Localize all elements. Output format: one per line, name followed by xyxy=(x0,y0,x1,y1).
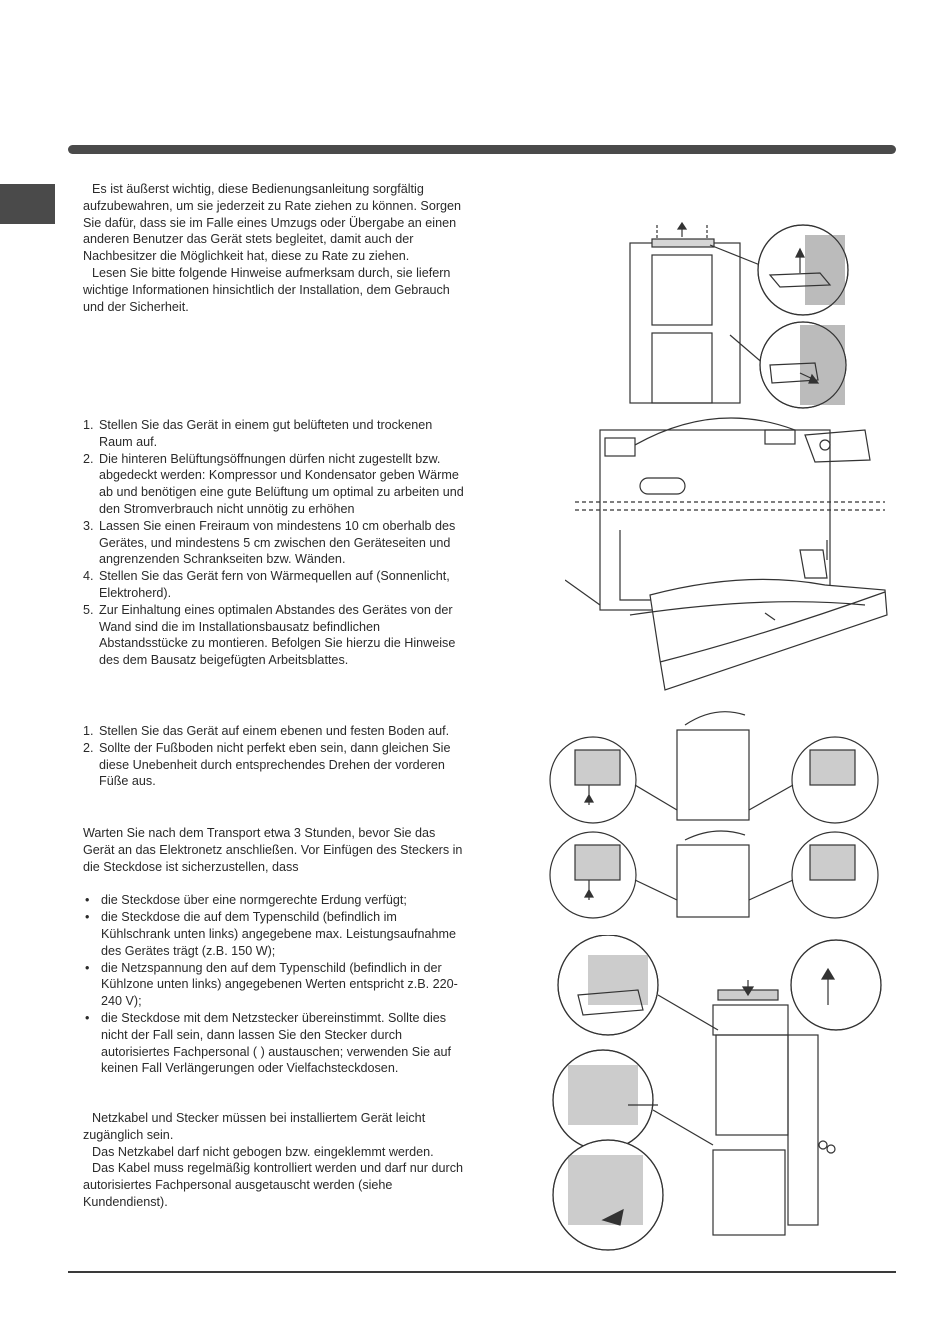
list-item: 4. Stellen Sie das Gerät fern von Wärmequellen auf (Sonnenlicht, Elektroherd). xyxy=(83,569,450,600)
electrical-intro: Warten Sie nach dem Transport etwa 3 Stunden, bevor Sie das Gerät an das Elektronetz anschließen. Vor Einfügen des Steckers in die Steckdose ist sicherzustellen, dass xyxy=(83,826,463,874)
cable-paragraph-3: Das Kabel muss regelmäßig kontrolliert werden und darf nur durch autorisiertes Fachpersonal ausgetauscht werden (siehe Kundendienst). xyxy=(83,1161,463,1209)
cable-paragraph-2: Das Netzkabel darf nicht gebogen bzw. eingeklemmt werden. xyxy=(92,1144,434,1159)
spacer-installation-illustration xyxy=(565,400,895,695)
list-item: • die Steckdose über eine normgerechte Erdung verfügt; xyxy=(83,892,468,909)
list-item: 1. Stellen Sie das Gerät in einem gut belüfteten und trockenen Raum auf. xyxy=(83,418,433,449)
leveling-section xyxy=(83,723,468,790)
figure-leveling xyxy=(545,700,885,930)
header-rule xyxy=(68,145,896,154)
intro-paragraph-1: Es ist äußerst wichtig, diese Bedienungsanleitung sorgfältig aufzubewahren, um sie jederzeit zu Rate ziehen zu können. Sorgen Sie dafür, dass sie im Falle eines Umzugs oder Übergabe an einen anderen Benutzer das Gerät stets begleitet, damit auch der Nachbesitzer die Möglichkeit hat, diese zu Rate zu ziehen. xyxy=(83,182,462,264)
list-item: 2. Sollte der Fußboden nicht perfekt eben sein, dann gleichen Sie diese Unebenheit durch entsprechendes Drehen der vorderen Füße aus. xyxy=(83,740,451,789)
list-item: • die Steckdose die auf dem Typenschild (befindlich im Kühlschrank unten links) angegebene max. Leistungsaufnahme des Gerätes trägt (z.B. 150 W); xyxy=(83,909,468,959)
list-item: 2. Die hinteren Belüftungsöffnungen dürfen nicht zugestellt bzw. abgedeckt werden: Kompressor und Kondensator geben Wärme ab und benötigen eine gute Belüftung um optimal zu arbeiten und den Stromverbrauch nicht unnötig zu erhöhen xyxy=(83,451,464,516)
cable-paragraph-1: Netzkabel und Stecker müssen bei installiertem Gerät leicht zugänglich sein. xyxy=(83,1111,426,1142)
language-tab xyxy=(0,184,55,224)
list-item: • die Steckdose mit dem Netzstecker übereinstimmt. Sollte dies nicht der Fall sein, dann lassen Sie den Stecker durch autorisiertes Fachpersonal ( ) austauschen; verwenden Sie auf keinen Fall Verlängerungen oder Vielfachsteckdosen. xyxy=(83,1010,468,1077)
list-item: 1. Stellen Sie das Gerät auf einem ebenen und festen Boden auf. xyxy=(83,724,450,738)
intro-section xyxy=(83,181,468,315)
list-item: 5. Zur Einhaltung eines optimalen Abstandes des Gerätes von der Wand sind die im Installationsbausatz befindlichen Abstandsstücke zu montieren. Befolgen Sie hierzu die Hinweise des dem Bausatz beigefügten Arbeitsblattes. xyxy=(83,602,456,668)
placement-section xyxy=(83,417,468,669)
fridge-top-cover-illustration xyxy=(560,215,860,415)
figure-spacers xyxy=(565,400,895,695)
cable-section xyxy=(83,1110,468,1211)
list-item: 3. Lassen Sie einen Freiraum von mindestens 10 cm oberhalb des Gerätes, und mindestens 5 cm zwischen den Geräteseiten und angrenzenden Schrankseiten bzw. Wänden. xyxy=(83,518,456,567)
cabinet-mounting-illustration xyxy=(548,935,888,1255)
list-item: • die Netzspannung den auf dem Typenschild (befindlich in der Kühlzone unten links) angegebenen Werten entspricht z.B. 220-240 V); xyxy=(83,960,468,1010)
foot-leveling-illustration xyxy=(545,700,885,930)
figure-cabinet-mounting xyxy=(548,935,888,1255)
electrical-section xyxy=(83,825,468,1077)
figure-top-cover xyxy=(560,215,860,415)
footer-rule xyxy=(68,1271,896,1273)
intro-paragraph-2: Lesen Sie bitte folgende Hinweise aufmerksam durch, sie liefern wichtige Informationen hinsichtlich der Installation, dem Gebrauch und der Sicherheit. xyxy=(83,265,451,314)
